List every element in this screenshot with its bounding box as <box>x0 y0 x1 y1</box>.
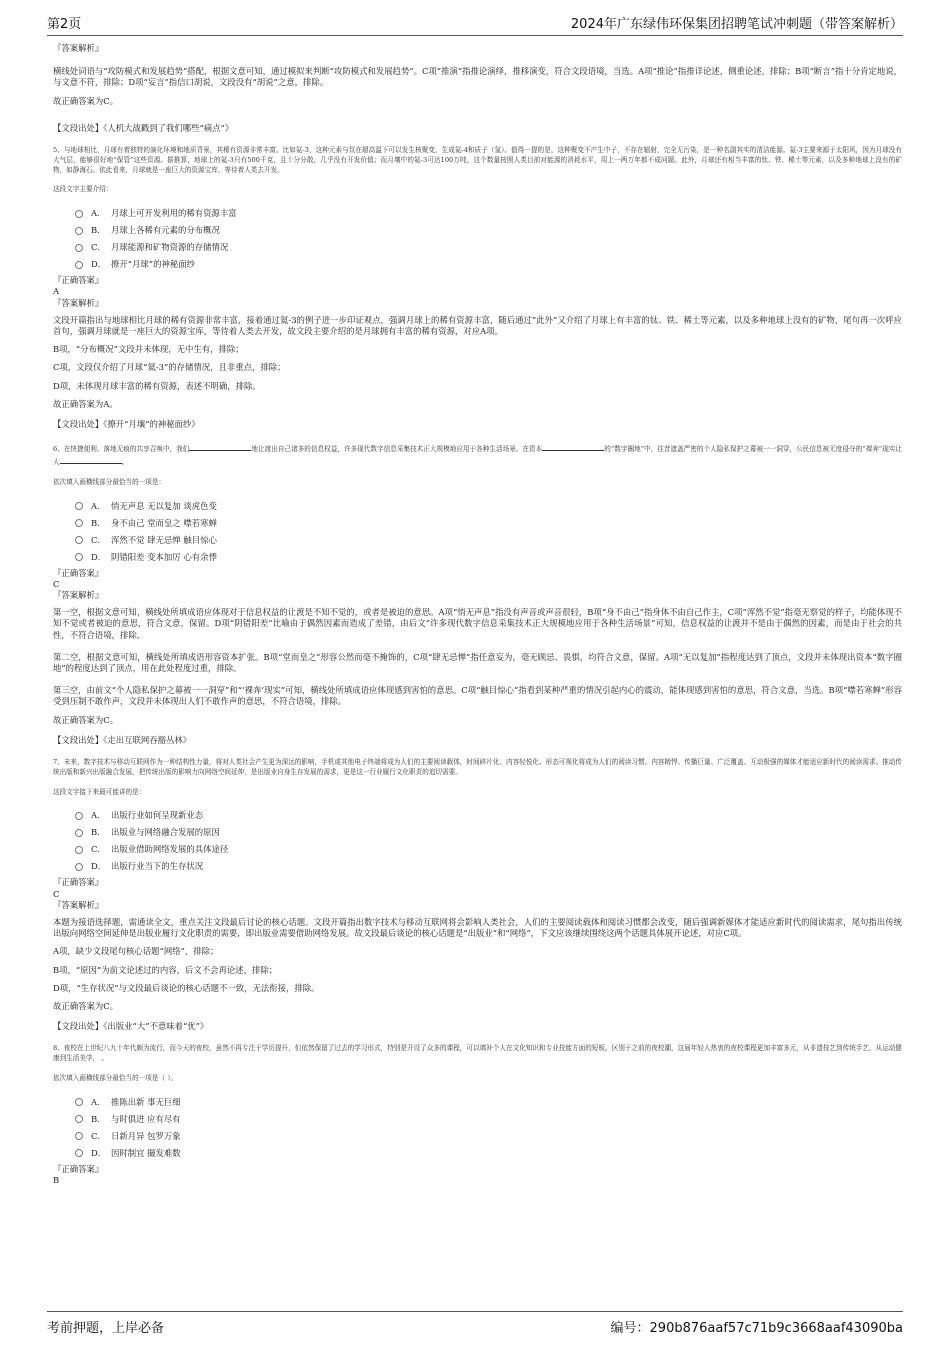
radio-icon[interactable] <box>75 1098 83 1106</box>
option-b[interactable]: B． 出版业与网络融合发展的原因 <box>75 824 902 841</box>
option-a[interactable]: A． 月球上可开发利用的稀有资源丰富 <box>75 205 902 222</box>
radio-icon[interactable] <box>75 1115 83 1123</box>
page-header <box>47 10 903 36</box>
analysis-paragraph: 第二空，根据文意可知，横线处所填成语形容资本扩张。B项“堂而皇之”形容公然而毫不掩饰的，C项“肆无忌惮”指任意妄为，毫无顾忌、畏惧，均符合文意，保留。A项“无以复加”指程度达到了顶点，文段并未体现出资本“数字圈地”的程度达到了顶点，用在此处程度过重，排除。 <box>53 651 902 674</box>
options <box>75 807 902 875</box>
analysis-paragraph: 第一空，根据文意可知，横线处所填成语应体现对于信息权益的让渡是不知不觉的，或者是被迫的意思。A项“悄无声息”指没有声音或声音很轻，B项“身不由己”指身体不由自己作主，C项“浑然不觉”指毫无察觉的样子，均能体现不知不觉或者被迫的意思，符合文意，保留。D项“阴错阳差”比喻由于偶然因素而造成了差错，由后文“许多现代数字信息采集技术正大规模地应用于各种生活场景”可知，信息权益的让渡并不是由于偶然的因素，而是由于社会的共性，不符合语境，排除。 <box>53 607 902 640</box>
radio-icon[interactable] <box>75 863 83 871</box>
question-prompt: 这段文字接下来最可能讲的是： <box>53 787 146 796</box>
analysis-label: 『答案解析』 <box>53 590 104 601</box>
correct-answer-label: 『正确答案』 <box>53 877 104 888</box>
analysis-label: 『答案解析』 <box>53 899 104 910</box>
source-line: 【文段出处】《人机大战戳到了我们哪些“痛点”》 <box>53 122 234 133</box>
document-id: 编号：290b876aaf57c71b9c3668aaf43090ba <box>610 1321 903 1336</box>
radio-icon[interactable] <box>75 536 83 544</box>
option-a[interactable]: A． 悄无声息 无以复加 谈虎色变 <box>75 498 902 515</box>
radio-icon[interactable] <box>75 1149 83 1157</box>
options <box>75 205 902 273</box>
source-line: 【文段出处】《出版业“大”不意味着“优”》 <box>53 1021 209 1032</box>
option-d[interactable]: D． 出版行业当下的生存状况 <box>75 858 902 875</box>
analysis-label: 『答案解析』 <box>53 43 104 53</box>
analysis-paragraph: B项，“原因”为前文论述过的内容，后文不会再论述，排除； <box>53 964 278 975</box>
analysis-paragraph: C项，文段仅介绍了月球“氦-3”的存储情况，且非重点，排除； <box>53 362 286 373</box>
radio-icon[interactable] <box>75 502 83 510</box>
radio-icon[interactable] <box>75 846 83 854</box>
correct-answer: C <box>53 888 60 899</box>
option-b[interactable]: B． 月球上各稀有元素的分布概况 <box>75 222 902 239</box>
blank-3[interactable] <box>60 455 122 464</box>
option-d[interactable]: D． 撩开“月球”的神秘面纱 <box>75 256 902 273</box>
analysis-paragraph: 本题为接语选择题，需通读全文，重点关注文段最后讨论的核心话题。文段开篇指出数字技术与移动互联网将会影响人类社会，人们的主要阅读载体和阅读习惯都会改变，随后强调新媒体才能适应新时代的阅读需求，尾句指出传统出版向网络空间延伸是出版业履行文化职责的需要，即出版业需要借助网络发展。故文段最后谈论的核心话题是“出版业”和“网络”，下文应该继续围绕这两个话题具体展开论述，对应C项。 <box>53 917 902 939</box>
radio-icon[interactable] <box>75 519 83 527</box>
correct-answer: C <box>53 578 60 589</box>
correct-answer-label: 『正确答案』 <box>53 567 104 578</box>
option-c[interactable]: C． 出版业借助网络发展的具体途径 <box>75 841 902 858</box>
option-c[interactable]: C． 月球能源和矿物资源的存储情况 <box>75 239 902 256</box>
correct-answer: A <box>53 286 60 297</box>
correct-answer-label: 『正确答案』 <box>53 275 104 286</box>
correct-answer-label: 『正确答案』 <box>53 1163 104 1174</box>
analysis-paragraph: 横线处词语与“攻防模式和发展趋势”搭配，根据文意可知，通过模拟来判断“攻防模式和发展趋势”。C项“推演”指推论演绎，推移演变，符合文段语境，当选。A项“推论”指推详论述，侧重论述，排除；B项“断言”指十分肯定地说，与文意不符，排除；D项“妄言”指信口胡说，文段没有“胡说”之意，排除。 <box>53 66 902 88</box>
footer-slogan: 考前押题，上岸必备 <box>47 1321 165 1336</box>
source-line: 【文段出处】《走出互联网吞豁丛林》 <box>53 734 192 745</box>
analysis-paragraph: B项，“分布概况”文段并未体现，无中生有，排除； <box>53 344 244 355</box>
option-d[interactable]: D． 因时制宜 撮发难数 <box>75 1145 902 1162</box>
radio-icon[interactable] <box>75 261 83 269</box>
question-prompt: 依次填入画横线部分最恰当的一项是： <box>53 477 166 486</box>
question-stem: 6、在快捷便利、落地无痕的共享召唤中，我们 地让渡出自己诸多的信息权益，许多现代数字信息采集技术正大规模地应用于各种生活场景。在资本 的“数字圈地”中，往昔遮盖严密的个人隐私保护之幕被一一洞穿，公民信息被无度侵夺的“裸奔”现实让人 。 <box>53 442 902 468</box>
answer-line: 故正确答案为C。 <box>53 95 119 106</box>
question-7 <box>53 758 902 1032</box>
answer-line: 故正确答案为C。 <box>53 714 119 725</box>
option-a[interactable]: A． 推陈出新 事无巨细 <box>75 1094 902 1111</box>
analysis-paragraph: D项，“生存状况”与文段最后谈论的核心话题不一致，无法衔接，排除。 <box>53 982 320 993</box>
question-stem: 8、夜校在上世纪八九十年代颇为流行，而今天的夜校，虽然不再专注于学历提升，但依然保留了过去的学习形式，特别是开设了众多的课程，可以填补个人在文化知识和专业技能方面的短板。区别于之前的夜校潮，这届年轻人热衷的夜校课程更加丰富多元，从非遗技艺到传统手艺，从运动健康到生活美学， 。 <box>53 1044 902 1063</box>
option-b[interactable]: B． 与时俱进 应有尽有 <box>75 1111 902 1128</box>
option-a[interactable]: A． 出版行业如何呈现新业态 <box>75 807 902 824</box>
page-number: 第2页 <box>47 17 82 32</box>
page-footer <box>47 1311 903 1336</box>
answer-line: 故正确答案为C。 <box>53 1001 119 1012</box>
answer-line: 故正确答案为A。 <box>53 398 118 409</box>
document-title: 2024年广东绿伟环保集团招聘笔试冲刺题（带答案解析） <box>570 17 903 32</box>
radio-icon[interactable] <box>75 829 83 837</box>
radio-icon[interactable] <box>75 812 83 820</box>
source-line: 【文段出处】《撩开“月壤”的神秘面纱》 <box>53 419 200 430</box>
analysis-paragraph: 文段开篇指出与地球相比月球的稀有资源非常丰富，接着通过氦-3的例子进一步印证观点，强调月球上的稀有资源丰富，随后通过“此外”又介绍了月球上有丰富的钛、铁、稀土等元素，以及多种地球上没有的矿物，尾句再一次呼应首句，强调月球就是一座巨大的资源宝库，等待着人类去开发，故文段主要介绍的是月球拥有丰富的稀有资源，对应A项。 <box>53 314 902 337</box>
radio-icon[interactable] <box>75 227 83 235</box>
question-5 <box>53 146 902 430</box>
analysis-paragraph: D项，未体现月球丰富的稀有资源，表述不明确，排除。 <box>53 380 261 391</box>
option-c[interactable]: C． 日新月异 包罗万象 <box>75 1128 902 1145</box>
radio-icon[interactable] <box>75 553 83 561</box>
question-prompt: 依次填入画横线部分最恰当的一项是（ ）。 <box>53 1074 178 1083</box>
correct-answer: B <box>53 1175 60 1186</box>
option-c[interactable]: C． 浑然不觉 肆无忌惮 触目惊心 <box>75 532 902 549</box>
question-prompt: 这段文字主要介绍： <box>53 185 113 194</box>
options <box>75 1094 902 1162</box>
blank-2[interactable] <box>542 442 604 451</box>
options <box>75 498 902 566</box>
blank-1[interactable] <box>189 442 251 451</box>
option-d[interactable]: D． 阴错阳差 变本加厉 心有余悸 <box>75 549 902 566</box>
question-stem: 5、与地球相比，月球有着独特的演化环境和地质背景，其稀有资源非常丰富。比如氦-3，这种元素与氘在超高温下可以发生核聚变，生成氦-4和质子（氢）。值得一提的是，这种聚变不产生中子，不存在辐射，完全无污染，是一种名副其实的清洁能源。氦-3主要来源于太阳风，因为月球没有大气层，能够很好地“保管”这些资源。据推算，地球上的氦-3只有500千克，且十分分散，几乎没有开发价值；而月壤中的氦-3可达100万吨，这个数量按照人类目前对能源的消耗水平，用上一两万年都不成问题。此外，月球还有相当丰富的钛、铁、稀土等元素，以及多种地球上没有的矿物，如静海石。依此看来，月球就是一座巨大的资源宝库，等待着人类去开发。 <box>53 146 902 174</box>
question-stem: 7、未来，数字技术与移动互联网作为一种结构性力量，将对人类社会产生更为深远的影响，手机或其他电子终端将成为人们的主要阅读载体，时间碎片化、内容轻悦化、形态可视化将成为人们的阅读习惯。内容精悍、传播巨量、广泛覆盖、互动极强的媒体才能适应新时代的阅读需求。推动传统出版和新兴出版融合发展，把传统出版的影响力向网络空间延伸，是出版业自身生存发展的需求，更是这一行业履行文化职责的追切需要。 <box>53 758 902 776</box>
analysis-paragraph: 第三空，由前文“个人隐私保护之幕被一一洞穿”和“‘裸奔’现实”可知，横线处所填成语应体现感到害怕的意思。C项“触目惊心”指看到某种严重的情况引起内心的震动，能体现感到害怕的意思，符合文意，当选。B项“噤若寒蝉”形容受到压制不敢作声，文段并未体现出人们不敢作声的意思，不符合语境，排除。 <box>53 685 902 707</box>
option-b[interactable]: B． 身不由己 堂而皇之 噤若寒蝉 <box>75 515 902 532</box>
question-8 <box>53 1044 902 1186</box>
analysis-label: 『答案解析』 <box>53 297 104 308</box>
radio-icon[interactable] <box>75 244 83 252</box>
content <box>53 43 902 1186</box>
analysis-paragraph: A项，缺少文段尾句核心话题“网络”，排除； <box>53 946 219 957</box>
radio-icon[interactable] <box>75 1132 83 1140</box>
radio-icon[interactable] <box>75 210 83 218</box>
question-6 <box>53 442 902 746</box>
